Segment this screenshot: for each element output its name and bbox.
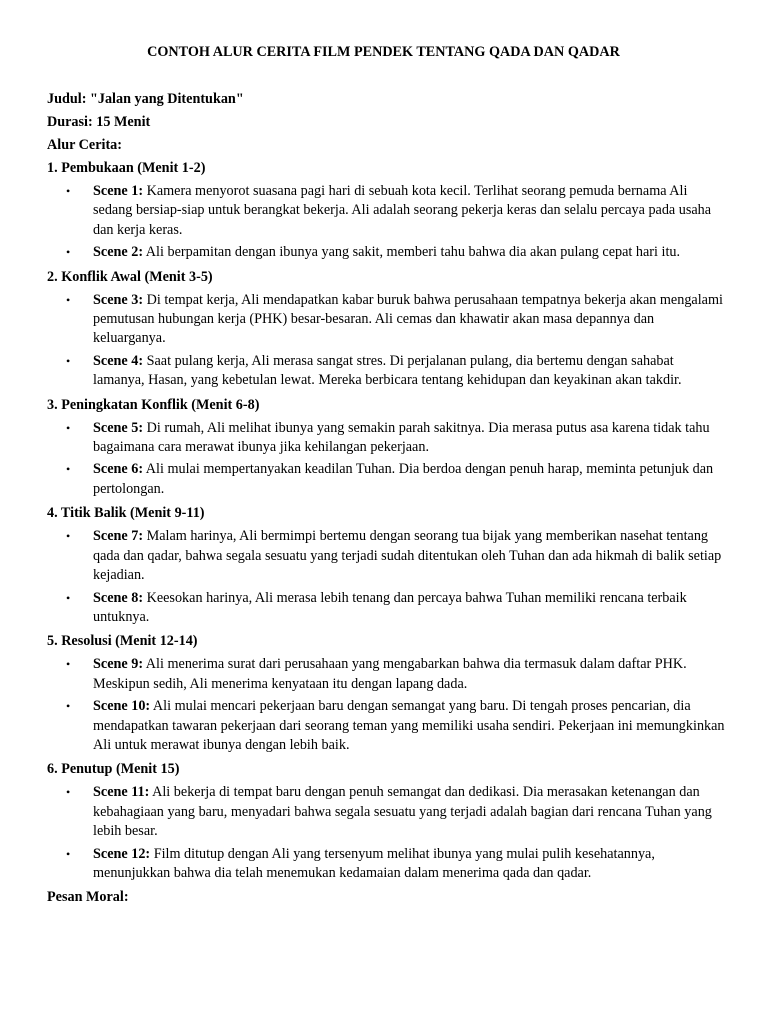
scene-label: Scene 4:: [93, 352, 144, 369]
scene-text: Kamera menyorot suasana pagi hari di sebuah kota kecil. Terlihat seorang pemuda bernama Ali sedang bersiap-siap untuk berangkat bekerja. Ali adalah seorang pekerja keras dan selalu percaya pada usaha dan kerja keras.: [93, 183, 712, 238]
scene-item-12: [47, 845, 728, 884]
scene-text: Ali menerima surat dari perusahaan yang mengabarkan bahwa dia termasuk dalam daftar PHK. Meskipun sedih, Ali menerima kenyataan itu dengan lapang dada.: [93, 656, 687, 692]
scene-list-resolusi: [47, 655, 728, 755]
section-heading-peningkatan-konflik: 3. Peningkatan Konflik (Menit 6-8): [47, 396, 260, 413]
section-heading-titik-balik: 4. Titik Balik (Menit 9-11): [47, 505, 205, 522]
scene-label: Scene 6:: [93, 461, 144, 478]
pesan-moral-heading: Pesan Moral:: [47, 889, 129, 906]
scene-text: Ali bekerja di tempat baru dengan penuh semangat dan dedikasi. Dia merasakan ketenangan dan kebahagiaan yang baru, menyadari bahwa segala sesuatu yang terjadi adalah bagian dari rencana Tuhan yang lebih besar.: [93, 784, 712, 840]
scene-label: Scene 1:: [93, 183, 144, 199]
scene-item-5: [47, 419, 728, 458]
scene-list-konflik-awal: [47, 291, 728, 391]
document-title: CONTOH ALUR CERITA FILM PENDEK TENTANG QADA DAN QADAR: [147, 44, 620, 60]
scene-text: Di rumah, Ali melihat ibunya yang semakin parah sakitnya. Dia merasa putus asa karena tidak tahu bagaimana cara merawat ibunya jika kehilangan pekerjaan.: [93, 419, 710, 456]
bullet-icon: •: [66, 184, 71, 198]
durasi-line: Durasi: 15 Menit: [47, 114, 151, 130]
scene-item-6: [47, 460, 728, 499]
scene-item-2: [47, 243, 728, 262]
scene-label: Scene 7:: [93, 528, 144, 545]
scene-item-10: [47, 697, 728, 755]
scene-text: Keesokan harinya, Ali merasa lebih tenang dan percaya bahwa Tuhan memiliki rencana terbaik untuknya.: [93, 589, 687, 625]
scene-item-11: [47, 783, 728, 841]
scene-text: Ali berpamitan dengan ibunya yang sakit, memberi tahu bahwa dia akan pulang cepat hari itu.: [143, 244, 681, 261]
judul-line: Judul: "Jalan yang Ditentukan": [47, 91, 244, 107]
bullet-icon: •: [66, 420, 71, 435]
bullet-icon: •: [66, 590, 71, 605]
bullet-icon: •: [66, 657, 71, 672]
section-heading-konflik-awal: 2. Konflik Awal (Menit 3-5): [47, 268, 213, 285]
scene-label: Scene 12:: [93, 845, 151, 862]
scene-label: Scene 9:: [93, 656, 144, 673]
scene-item-9: [47, 655, 728, 694]
bullet-icon: •: [66, 846, 71, 861]
scene-label: Scene 8:: [93, 589, 144, 606]
scene-text: Ali mulai mencari pekerjaan baru dengan semangat yang baru. Di tengah proses pencarian, dia mendapatkan tawaran pekerjaan dari seorang teman yang memiliki usaha sendiri. Pekerjaan ini memungkinkan Ali untuk merawat ibunya dengan lebih baik.: [93, 698, 725, 753]
scene-label: Scene 5:: [93, 419, 144, 436]
bullet-icon: •: [66, 529, 71, 544]
scene-list-peningkatan-konflik: [47, 419, 728, 500]
scene-text: Ali mulai mempertanyakan keadilan Tuhan. Dia berdoa dengan penuh harap, meminta petunjuk dan pertolongan.: [93, 461, 714, 497]
scene-text: Malam harinya, Ali bermimpi bertemu dengan seorang tua bijak yang memberikan nasehat tentang qada dan qadar, bahwa segala sesuatu yang terjadi sudah ditentukan oleh Tuhan dan ada hikmah di balik setiap kejadian.: [93, 528, 722, 584]
scene-text: Di tempat kerja, Ali mendapatkan kabar buruk bahwa perusahaan tempatnya bekerja akan mengalami pemutusan hubungan kerja (PHK) besar-besaran. Ali cemas dan khawatir akan masa depannya dan keluarganya.: [93, 291, 723, 347]
scene-label: Scene 3:: [93, 291, 144, 308]
scene-list-pembukaan: [47, 182, 728, 263]
scene-item-1: [47, 182, 728, 240]
scene-label: Scene 2:: [93, 244, 144, 261]
bullet-icon: •: [66, 462, 71, 477]
bullet-icon: •: [66, 353, 71, 368]
scene-label: Scene 10:: [93, 698, 151, 715]
scene-text: Film ditutup dengan Ali yang tersenyum melihat ibunya yang mulai pulih kesehatannya, menunjukkan bahwa dia telah menemukan kedamaian dalam menerima qada dan qadar.: [93, 845, 655, 881]
section-heading-pembukaan: 1. Pembukaan (Menit 1-2): [47, 160, 206, 176]
section-heading-resolusi: 5. Resolusi (Menit 12-14): [47, 633, 198, 650]
alur-cerita-label: Alur Cerita:: [47, 137, 122, 153]
scene-item-7: [47, 527, 728, 585]
scene-item-8: [47, 589, 728, 628]
section-heading-penutup: 6. Penutup (Menit 15): [47, 761, 180, 778]
scene-label: Scene 11:: [93, 784, 150, 801]
scene-list-titik-balik: [47, 527, 728, 627]
bullet-icon: •: [66, 292, 71, 307]
scene-list-penutup: [47, 783, 728, 883]
scene-item-3: [47, 291, 728, 349]
bullet-icon: •: [66, 699, 71, 714]
bullet-icon: •: [66, 785, 71, 800]
bullet-icon: •: [66, 245, 71, 260]
scene-text: Saat pulang kerja, Ali merasa sangat stres. Di perjalanan pulang, dia bertemu dengan sahabat lamanya, Hasan, yang kebetulan lewat. Mereka berbicara tentang kehidupan dan keyakinan akan takdir.: [93, 352, 682, 389]
scene-item-4: [47, 352, 728, 391]
